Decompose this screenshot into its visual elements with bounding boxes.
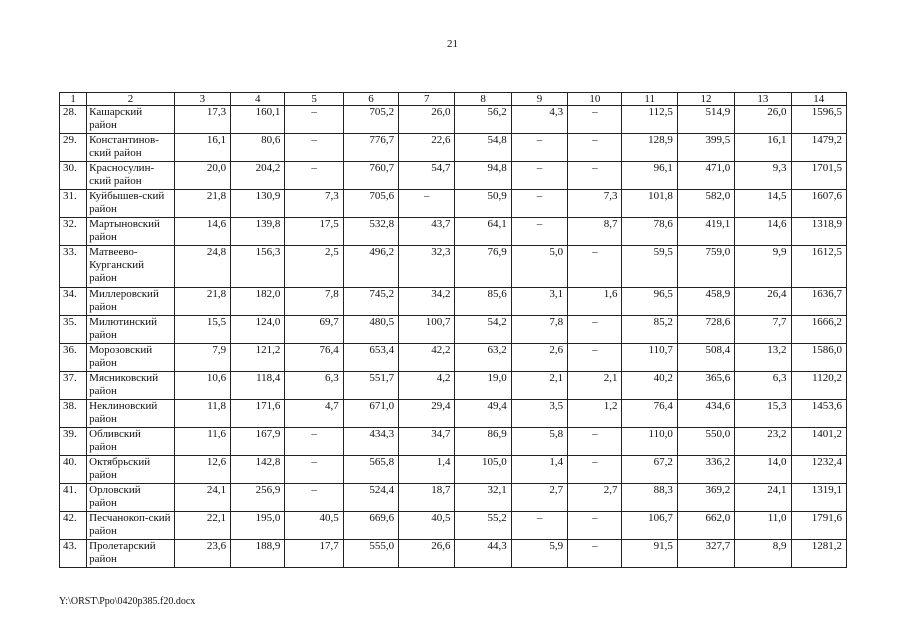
value-cell: 101,8 xyxy=(622,190,677,218)
value-cell: 2,6 xyxy=(511,344,567,372)
value-cell: 14,5 xyxy=(735,190,791,218)
column-header: 9 xyxy=(511,93,567,106)
value-cell: 11,0 xyxy=(735,512,791,540)
value-cell: 96,5 xyxy=(622,288,677,316)
table-row xyxy=(60,400,847,428)
district-name-cell: Мартыновский район xyxy=(87,218,175,246)
district-name-cell: Милютинский район xyxy=(87,316,175,344)
value-cell: 50,9 xyxy=(455,190,511,218)
value-cell: – xyxy=(568,540,622,568)
row-number-cell: 36. xyxy=(60,344,87,372)
value-cell: 12,6 xyxy=(174,456,230,484)
district-name-cell: Кашарский район xyxy=(87,106,175,134)
value-cell: 76,9 xyxy=(455,246,511,288)
value-cell: 2,5 xyxy=(285,246,343,288)
table-row xyxy=(60,134,847,162)
value-cell: 5,9 xyxy=(511,540,567,568)
value-cell: 54,7 xyxy=(399,162,455,190)
column-header: 5 xyxy=(285,93,343,106)
value-cell: 2,7 xyxy=(511,484,567,512)
value-cell: 1,4 xyxy=(399,456,455,484)
row-number-cell: 31. xyxy=(60,190,87,218)
table-row xyxy=(60,428,847,456)
value-cell: 1701,5 xyxy=(791,162,846,190)
column-header: 8 xyxy=(455,93,511,106)
value-cell: 55,2 xyxy=(455,512,511,540)
value-cell: 14,0 xyxy=(735,456,791,484)
value-cell: 745,2 xyxy=(343,288,398,316)
value-cell: 78,6 xyxy=(622,218,677,246)
file-path-footer: Y:\ORST\Ppo\0420p385.f20.docx xyxy=(59,596,196,607)
value-cell: 1318,9 xyxy=(791,218,846,246)
district-name-cell: Куйбышев-ский район xyxy=(87,190,175,218)
value-cell: 3,5 xyxy=(511,400,567,428)
value-cell: 17,3 xyxy=(174,106,230,134)
value-cell: – xyxy=(285,162,343,190)
column-header: 13 xyxy=(735,93,791,106)
table-row xyxy=(60,484,847,512)
value-cell: 16,1 xyxy=(174,134,230,162)
value-cell: 653,4 xyxy=(343,344,398,372)
value-cell: 496,2 xyxy=(343,246,398,288)
value-cell: – xyxy=(511,134,567,162)
value-cell: 56,2 xyxy=(455,106,511,134)
value-cell: 369,2 xyxy=(677,484,734,512)
page-number: 21 xyxy=(447,38,458,50)
value-cell: 1453,6 xyxy=(791,400,846,428)
data-table xyxy=(59,92,847,568)
value-cell: 128,9 xyxy=(622,134,677,162)
value-cell: 7,3 xyxy=(285,190,343,218)
value-cell: 13,2 xyxy=(735,344,791,372)
value-cell: – xyxy=(511,512,567,540)
value-cell: 1319,1 xyxy=(791,484,846,512)
value-cell: 18,7 xyxy=(399,484,455,512)
value-cell: 565,8 xyxy=(343,456,398,484)
row-number-cell: 29. xyxy=(60,134,87,162)
value-cell: 69,7 xyxy=(285,316,343,344)
table-row xyxy=(60,218,847,246)
table-row xyxy=(60,190,847,218)
value-cell: 105,0 xyxy=(455,456,511,484)
value-cell: 11,6 xyxy=(174,428,230,456)
value-cell: 669,6 xyxy=(343,512,398,540)
value-cell: 1,2 xyxy=(568,400,622,428)
value-cell: 16,1 xyxy=(735,134,791,162)
value-cell: 6,3 xyxy=(285,372,343,400)
value-cell: 67,2 xyxy=(622,456,677,484)
value-cell: – xyxy=(511,162,567,190)
column-header: 11 xyxy=(622,93,677,106)
value-cell: 9,3 xyxy=(735,162,791,190)
value-cell: 555,0 xyxy=(343,540,398,568)
value-cell: 49,4 xyxy=(455,400,511,428)
value-cell: 80,6 xyxy=(231,134,285,162)
value-cell: 26,6 xyxy=(399,540,455,568)
value-cell: 5,8 xyxy=(511,428,567,456)
table-row xyxy=(60,372,847,400)
value-cell: 365,6 xyxy=(677,372,734,400)
table-row xyxy=(60,456,847,484)
value-cell: – xyxy=(285,456,343,484)
table-row xyxy=(60,512,847,540)
value-cell: 419,1 xyxy=(677,218,734,246)
value-cell: 42,2 xyxy=(399,344,455,372)
table-body xyxy=(60,106,847,568)
value-cell: 4,2 xyxy=(399,372,455,400)
value-cell: 3,1 xyxy=(511,288,567,316)
district-name-cell: Константинов-ский район xyxy=(87,134,175,162)
value-cell: 760,7 xyxy=(343,162,398,190)
value-cell: 76,4 xyxy=(285,344,343,372)
table-row xyxy=(60,246,847,288)
value-cell: 759,0 xyxy=(677,246,734,288)
value-cell: 7,9 xyxy=(174,344,230,372)
value-cell: – xyxy=(568,134,622,162)
district-name-cell: Миллеровский район xyxy=(87,288,175,316)
value-cell: 434,6 xyxy=(677,400,734,428)
table-header-row xyxy=(60,93,847,106)
value-cell: 2,1 xyxy=(511,372,567,400)
value-cell: – xyxy=(285,106,343,134)
table-row xyxy=(60,162,847,190)
value-cell: 1666,2 xyxy=(791,316,846,344)
value-cell: – xyxy=(568,162,622,190)
value-cell: – xyxy=(285,134,343,162)
value-cell: 88,3 xyxy=(622,484,677,512)
value-cell: 204,2 xyxy=(231,162,285,190)
value-cell: 399,5 xyxy=(677,134,734,162)
value-cell: 96,1 xyxy=(622,162,677,190)
value-cell: – xyxy=(568,428,622,456)
value-cell: 1636,7 xyxy=(791,288,846,316)
value-cell: 8,9 xyxy=(735,540,791,568)
value-cell: 551,7 xyxy=(343,372,398,400)
column-header: 6 xyxy=(343,93,398,106)
value-cell: 1596,5 xyxy=(791,106,846,134)
value-cell: 7,3 xyxy=(568,190,622,218)
value-cell: 508,4 xyxy=(677,344,734,372)
value-cell: 171,6 xyxy=(231,400,285,428)
value-cell: 1586,0 xyxy=(791,344,846,372)
value-cell: 54,8 xyxy=(455,134,511,162)
value-cell: 110,7 xyxy=(622,344,677,372)
value-cell: 17,5 xyxy=(285,218,343,246)
value-cell: 7,7 xyxy=(735,316,791,344)
value-cell: 1401,2 xyxy=(791,428,846,456)
value-cell: 40,5 xyxy=(399,512,455,540)
value-cell: 182,0 xyxy=(231,288,285,316)
value-cell: 550,0 xyxy=(677,428,734,456)
value-cell: – xyxy=(285,484,343,512)
column-header: 7 xyxy=(399,93,455,106)
value-cell: 40,5 xyxy=(285,512,343,540)
value-cell: 705,2 xyxy=(343,106,398,134)
value-cell: 705,6 xyxy=(343,190,398,218)
value-cell: – xyxy=(511,190,567,218)
district-name-cell: Пролетарский район xyxy=(87,540,175,568)
column-header: 14 xyxy=(791,93,846,106)
value-cell: 1281,2 xyxy=(791,540,846,568)
value-cell: 86,9 xyxy=(455,428,511,456)
value-cell: 22,6 xyxy=(399,134,455,162)
value-cell: 43,7 xyxy=(399,218,455,246)
value-cell: 85,2 xyxy=(622,316,677,344)
value-cell: 1607,6 xyxy=(791,190,846,218)
value-cell: 671,0 xyxy=(343,400,398,428)
value-cell: 2,1 xyxy=(568,372,622,400)
value-cell: 130,9 xyxy=(231,190,285,218)
value-cell: 728,6 xyxy=(677,316,734,344)
value-cell: 110,0 xyxy=(622,428,677,456)
column-header: 1 xyxy=(60,93,87,106)
district-name-cell: Песчанокоп-ский район xyxy=(87,512,175,540)
value-cell: 256,9 xyxy=(231,484,285,512)
row-number-cell: 40. xyxy=(60,456,87,484)
value-cell: – xyxy=(568,512,622,540)
column-header: 12 xyxy=(677,93,734,106)
value-cell: 776,7 xyxy=(343,134,398,162)
table-row xyxy=(60,106,847,134)
value-cell: 9,9 xyxy=(735,246,791,288)
row-number-cell: 33. xyxy=(60,246,87,288)
value-cell: 118,4 xyxy=(231,372,285,400)
value-cell: 40,2 xyxy=(622,372,677,400)
value-cell: 7,8 xyxy=(511,316,567,344)
value-cell: 112,5 xyxy=(622,106,677,134)
value-cell: 34,7 xyxy=(399,428,455,456)
value-cell: 63,2 xyxy=(455,344,511,372)
value-cell: 24,1 xyxy=(174,484,230,512)
row-number-cell: 41. xyxy=(60,484,87,512)
column-header: 2 xyxy=(87,93,175,106)
district-name-cell: Красносулин-ский район xyxy=(87,162,175,190)
table-row xyxy=(60,316,847,344)
value-cell: 23,2 xyxy=(735,428,791,456)
value-cell: 2,7 xyxy=(568,484,622,512)
value-cell: – xyxy=(568,316,622,344)
district-name-cell: Обливский район xyxy=(87,428,175,456)
value-cell: 1232,4 xyxy=(791,456,846,484)
value-cell: 15,3 xyxy=(735,400,791,428)
value-cell: 327,7 xyxy=(677,540,734,568)
value-cell: 19,0 xyxy=(455,372,511,400)
value-cell: 17,7 xyxy=(285,540,343,568)
value-cell: 26,0 xyxy=(399,106,455,134)
value-cell: 24,1 xyxy=(735,484,791,512)
value-cell: 1791,6 xyxy=(791,512,846,540)
value-cell: 76,4 xyxy=(622,400,677,428)
row-number-cell: 28. xyxy=(60,106,87,134)
value-cell: 32,1 xyxy=(455,484,511,512)
value-cell: 11,8 xyxy=(174,400,230,428)
value-cell: 14,6 xyxy=(174,218,230,246)
value-cell: 23,6 xyxy=(174,540,230,568)
value-cell: 524,4 xyxy=(343,484,398,512)
value-cell: 59,5 xyxy=(622,246,677,288)
row-number-cell: 39. xyxy=(60,428,87,456)
value-cell: 106,7 xyxy=(622,512,677,540)
value-cell: 64,1 xyxy=(455,218,511,246)
value-cell: 85,6 xyxy=(455,288,511,316)
table-row xyxy=(60,540,847,568)
value-cell: 24,8 xyxy=(174,246,230,288)
value-cell: – xyxy=(568,344,622,372)
value-cell: 26,0 xyxy=(735,106,791,134)
value-cell: 471,0 xyxy=(677,162,734,190)
row-number-cell: 34. xyxy=(60,288,87,316)
column-header: 4 xyxy=(231,93,285,106)
value-cell: 15,5 xyxy=(174,316,230,344)
value-cell: 4,3 xyxy=(511,106,567,134)
value-cell: – xyxy=(285,428,343,456)
district-name-cell: Неклиновский район xyxy=(87,400,175,428)
row-number-cell: 42. xyxy=(60,512,87,540)
value-cell: 100,7 xyxy=(399,316,455,344)
value-cell: – xyxy=(511,218,567,246)
value-cell: 160,1 xyxy=(231,106,285,134)
value-cell: 156,3 xyxy=(231,246,285,288)
value-cell: 336,2 xyxy=(677,456,734,484)
district-name-cell: Морозовский район xyxy=(87,344,175,372)
value-cell: 44,3 xyxy=(455,540,511,568)
row-number-cell: 38. xyxy=(60,400,87,428)
value-cell: 195,0 xyxy=(231,512,285,540)
value-cell: 94,8 xyxy=(455,162,511,190)
row-number-cell: 35. xyxy=(60,316,87,344)
column-header: 3 xyxy=(174,93,230,106)
value-cell: 124,0 xyxy=(231,316,285,344)
column-header: 10 xyxy=(568,93,622,106)
value-cell: – xyxy=(399,190,455,218)
value-cell: 10,6 xyxy=(174,372,230,400)
value-cell: 21,8 xyxy=(174,190,230,218)
value-cell: 434,3 xyxy=(343,428,398,456)
value-cell: 20,0 xyxy=(174,162,230,190)
value-cell: 34,2 xyxy=(399,288,455,316)
table-row xyxy=(60,344,847,372)
table-row xyxy=(60,288,847,316)
value-cell: 7,8 xyxy=(285,288,343,316)
value-cell: 532,8 xyxy=(343,218,398,246)
value-cell: 188,9 xyxy=(231,540,285,568)
value-cell: 29,4 xyxy=(399,400,455,428)
value-cell: 458,9 xyxy=(677,288,734,316)
value-cell: 8,7 xyxy=(568,218,622,246)
row-number-cell: 32. xyxy=(60,218,87,246)
value-cell: – xyxy=(568,246,622,288)
value-cell: 662,0 xyxy=(677,512,734,540)
value-cell: – xyxy=(568,456,622,484)
value-cell: 1612,5 xyxy=(791,246,846,288)
value-cell: 21,8 xyxy=(174,288,230,316)
value-cell: 139,8 xyxy=(231,218,285,246)
value-cell: 167,9 xyxy=(231,428,285,456)
value-cell: 5,0 xyxy=(511,246,567,288)
value-cell: 26,4 xyxy=(735,288,791,316)
row-number-cell: 30. xyxy=(60,162,87,190)
value-cell: 142,8 xyxy=(231,456,285,484)
row-number-cell: 43. xyxy=(60,540,87,568)
value-cell: 480,5 xyxy=(343,316,398,344)
value-cell: 6,3 xyxy=(735,372,791,400)
district-name-cell: Мясниковский район xyxy=(87,372,175,400)
value-cell: 14,6 xyxy=(735,218,791,246)
value-cell: – xyxy=(568,106,622,134)
value-cell: 582,0 xyxy=(677,190,734,218)
value-cell: 32,3 xyxy=(399,246,455,288)
value-cell: 54,2 xyxy=(455,316,511,344)
row-number-cell: 37. xyxy=(60,372,87,400)
value-cell: 514,9 xyxy=(677,106,734,134)
district-name-cell: Октябрьский район xyxy=(87,456,175,484)
value-cell: 91,5 xyxy=(622,540,677,568)
value-cell: 4,7 xyxy=(285,400,343,428)
district-name-cell: Орловский район xyxy=(87,484,175,512)
value-cell: 121,2 xyxy=(231,344,285,372)
value-cell: 1,4 xyxy=(511,456,567,484)
value-cell: 1,6 xyxy=(568,288,622,316)
value-cell: 1120,2 xyxy=(791,372,846,400)
value-cell: 22,1 xyxy=(174,512,230,540)
district-name-cell: Матвеево-Курганский район xyxy=(87,246,175,288)
value-cell: 1479,2 xyxy=(791,134,846,162)
